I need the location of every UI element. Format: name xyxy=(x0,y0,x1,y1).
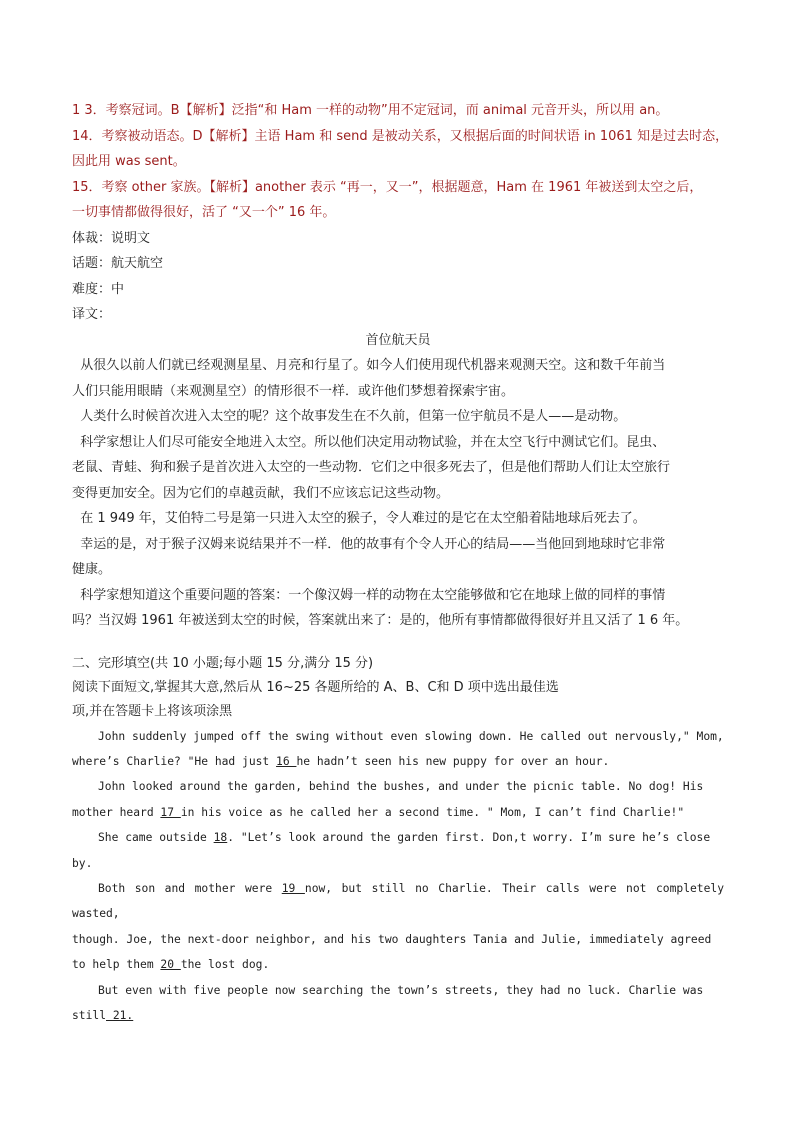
analysis-q15-line1: 15．考察 other 家族。【解析】another 表示 “再一，又一”，根据题意，Ham 在 1961 年被送到太空之后， xyxy=(72,179,703,195)
passage-text: still xyxy=(72,1008,107,1022)
passage-text: in his voice as he called her a second time. " Mom, I can’t find Charlie!" xyxy=(180,805,685,819)
section2-instructions-line1: 阅读下面短文,掌握其大意,然后从 16~25 各题所给的 A、B、C和 D 项中选出最佳选 xyxy=(72,679,559,695)
genre-label: 体裁：说明文 xyxy=(72,230,151,246)
passage-text: . "Let’s look around the garden first. Don,t worry. I’m sure he’s close xyxy=(227,831,711,845)
blank-16: 16 xyxy=(276,754,297,768)
blank-18: 18 xyxy=(213,831,228,845)
passage-text: the lost dog. xyxy=(180,958,270,972)
passage-text: though. Joe, the next-door neighbor, and his two daughters Tania and Julie, immediately agreed xyxy=(72,932,712,946)
translation-p1-line2: 人们只能用眼睛（来观测星空）的情形很不一样．或许他们梦想着探索宇宙。 xyxy=(72,383,515,399)
translation-p1-line1: 从很久以前人们就已经观测星星、月亮和行星了。如今人们使用现代机器来观测天空。这和数千年前当 xyxy=(72,358,666,373)
passage-paragraph-5 xyxy=(72,978,724,1029)
difficulty-label: 难度：中 xyxy=(72,281,125,297)
translation-p3-line1: 科学家想让人们尽可能安全地进入太空。所以他们决定用动物试验，并在太空飞行中测试它们。昆虫、 xyxy=(72,434,666,450)
analysis-q14-line1: 14．考察被动语态。D【解析】主语 Ham 和 send 是被动关系，又根据后面的时间状语 in 1061 知是过去时态， xyxy=(72,128,729,144)
analysis-q13: 1 3．考察冠词。B【解析】泛指“和 Ham 一样的动物”用不定冠词，而 animal 元音开头，所以用 an。 xyxy=(72,103,669,118)
passage-paragraph-3 xyxy=(72,825,724,876)
translation-p5-line2: 健康。 xyxy=(72,562,112,577)
translation-label: 译文： xyxy=(72,307,112,322)
passage-text: by. xyxy=(72,856,93,870)
passage-text: But even with five people now searching the town’s streets, they had no luck. Charlie was xyxy=(98,983,704,997)
blank-17: 17 xyxy=(160,805,181,819)
passage-text: Both son and mother were xyxy=(98,881,282,895)
section2-instructions-line2: 项,并在答题卡上将该项涂黑 xyxy=(72,703,233,719)
translation-p6-line2: 吗？当汉姆 1961 年被送到太空的时候，答案就出来了：是的，他所有事情都做得很好并且又活了 1 6 年。 xyxy=(72,613,689,628)
passage-text: John suddenly jumped off the swing without even slowing down. He called out nervously," Mom, xyxy=(98,729,724,743)
translation-p5-line1: 幸运的是，对于猴子汉姆来说结果并不一样．他的故事有个令人开心的结局——当他回到地球时它非常 xyxy=(72,536,666,552)
passage-text: John looked around the garden, behind the bushes, and under the picnic table. No dog! His xyxy=(98,780,704,794)
page-content xyxy=(72,98,729,1028)
topic-label: 话题：航天航空 xyxy=(72,256,164,271)
passage-paragraph-2 xyxy=(72,774,724,825)
passage-paragraph-1 xyxy=(72,724,724,775)
translation-p4: 在 1 949 年，艾伯特二号是第一只进入太空的猴子，令人难过的是它在太空船着陆地球后死去了。 xyxy=(72,511,646,526)
analysis-q15-line2: 一切事情都做得很好，活了 “又一个” 16 年。 xyxy=(72,205,336,220)
section2-title: 二、完形填空(共 10 小题;每小题 15 分,满分 15 分) xyxy=(72,655,374,671)
passage-text: She came outside xyxy=(98,831,214,845)
passage-text: where’s Charlie? "He had just xyxy=(72,754,277,768)
blank-20: 20 xyxy=(160,958,181,972)
passage-text: to help them xyxy=(72,958,161,972)
translation-p2: 人类什么时候首次进入太空的呢？这个故事发生在不久前，但第一位宇航员不是人——是动物。 xyxy=(72,409,627,424)
translation-p3-line2: 老鼠、青蛙、狗和猴子是首次进入太空的一些动物．它们之中很多死去了，但是他们帮助人们让太空旅行 xyxy=(72,460,671,475)
translation-title: 首位航天员 xyxy=(365,332,431,348)
blank-21: 21. xyxy=(106,1008,134,1022)
analysis-q14-line2: 因此用 was sent。 xyxy=(72,154,186,169)
passage-paragraph-4 xyxy=(72,876,724,978)
translation-p6-line1: 科学家想知道这个重要问题的答案：一个像汉姆一样的动物在太空能够做和它在地球上做的同样的事情 xyxy=(72,587,666,603)
translation-p3-line3: 变得更加安全。因为它们的卓越贡献，我们不应该忘记这些动物。 xyxy=(72,485,450,501)
section-gap xyxy=(72,634,724,652)
blank-19: 19 xyxy=(281,881,305,895)
passage-text: he hadn’t seen his new puppy for over an hour. xyxy=(296,754,610,768)
passage-text: now, but still no Charlie. Their calls were not completely wasted, xyxy=(72,881,725,921)
passage-text: mother heard xyxy=(72,805,161,819)
